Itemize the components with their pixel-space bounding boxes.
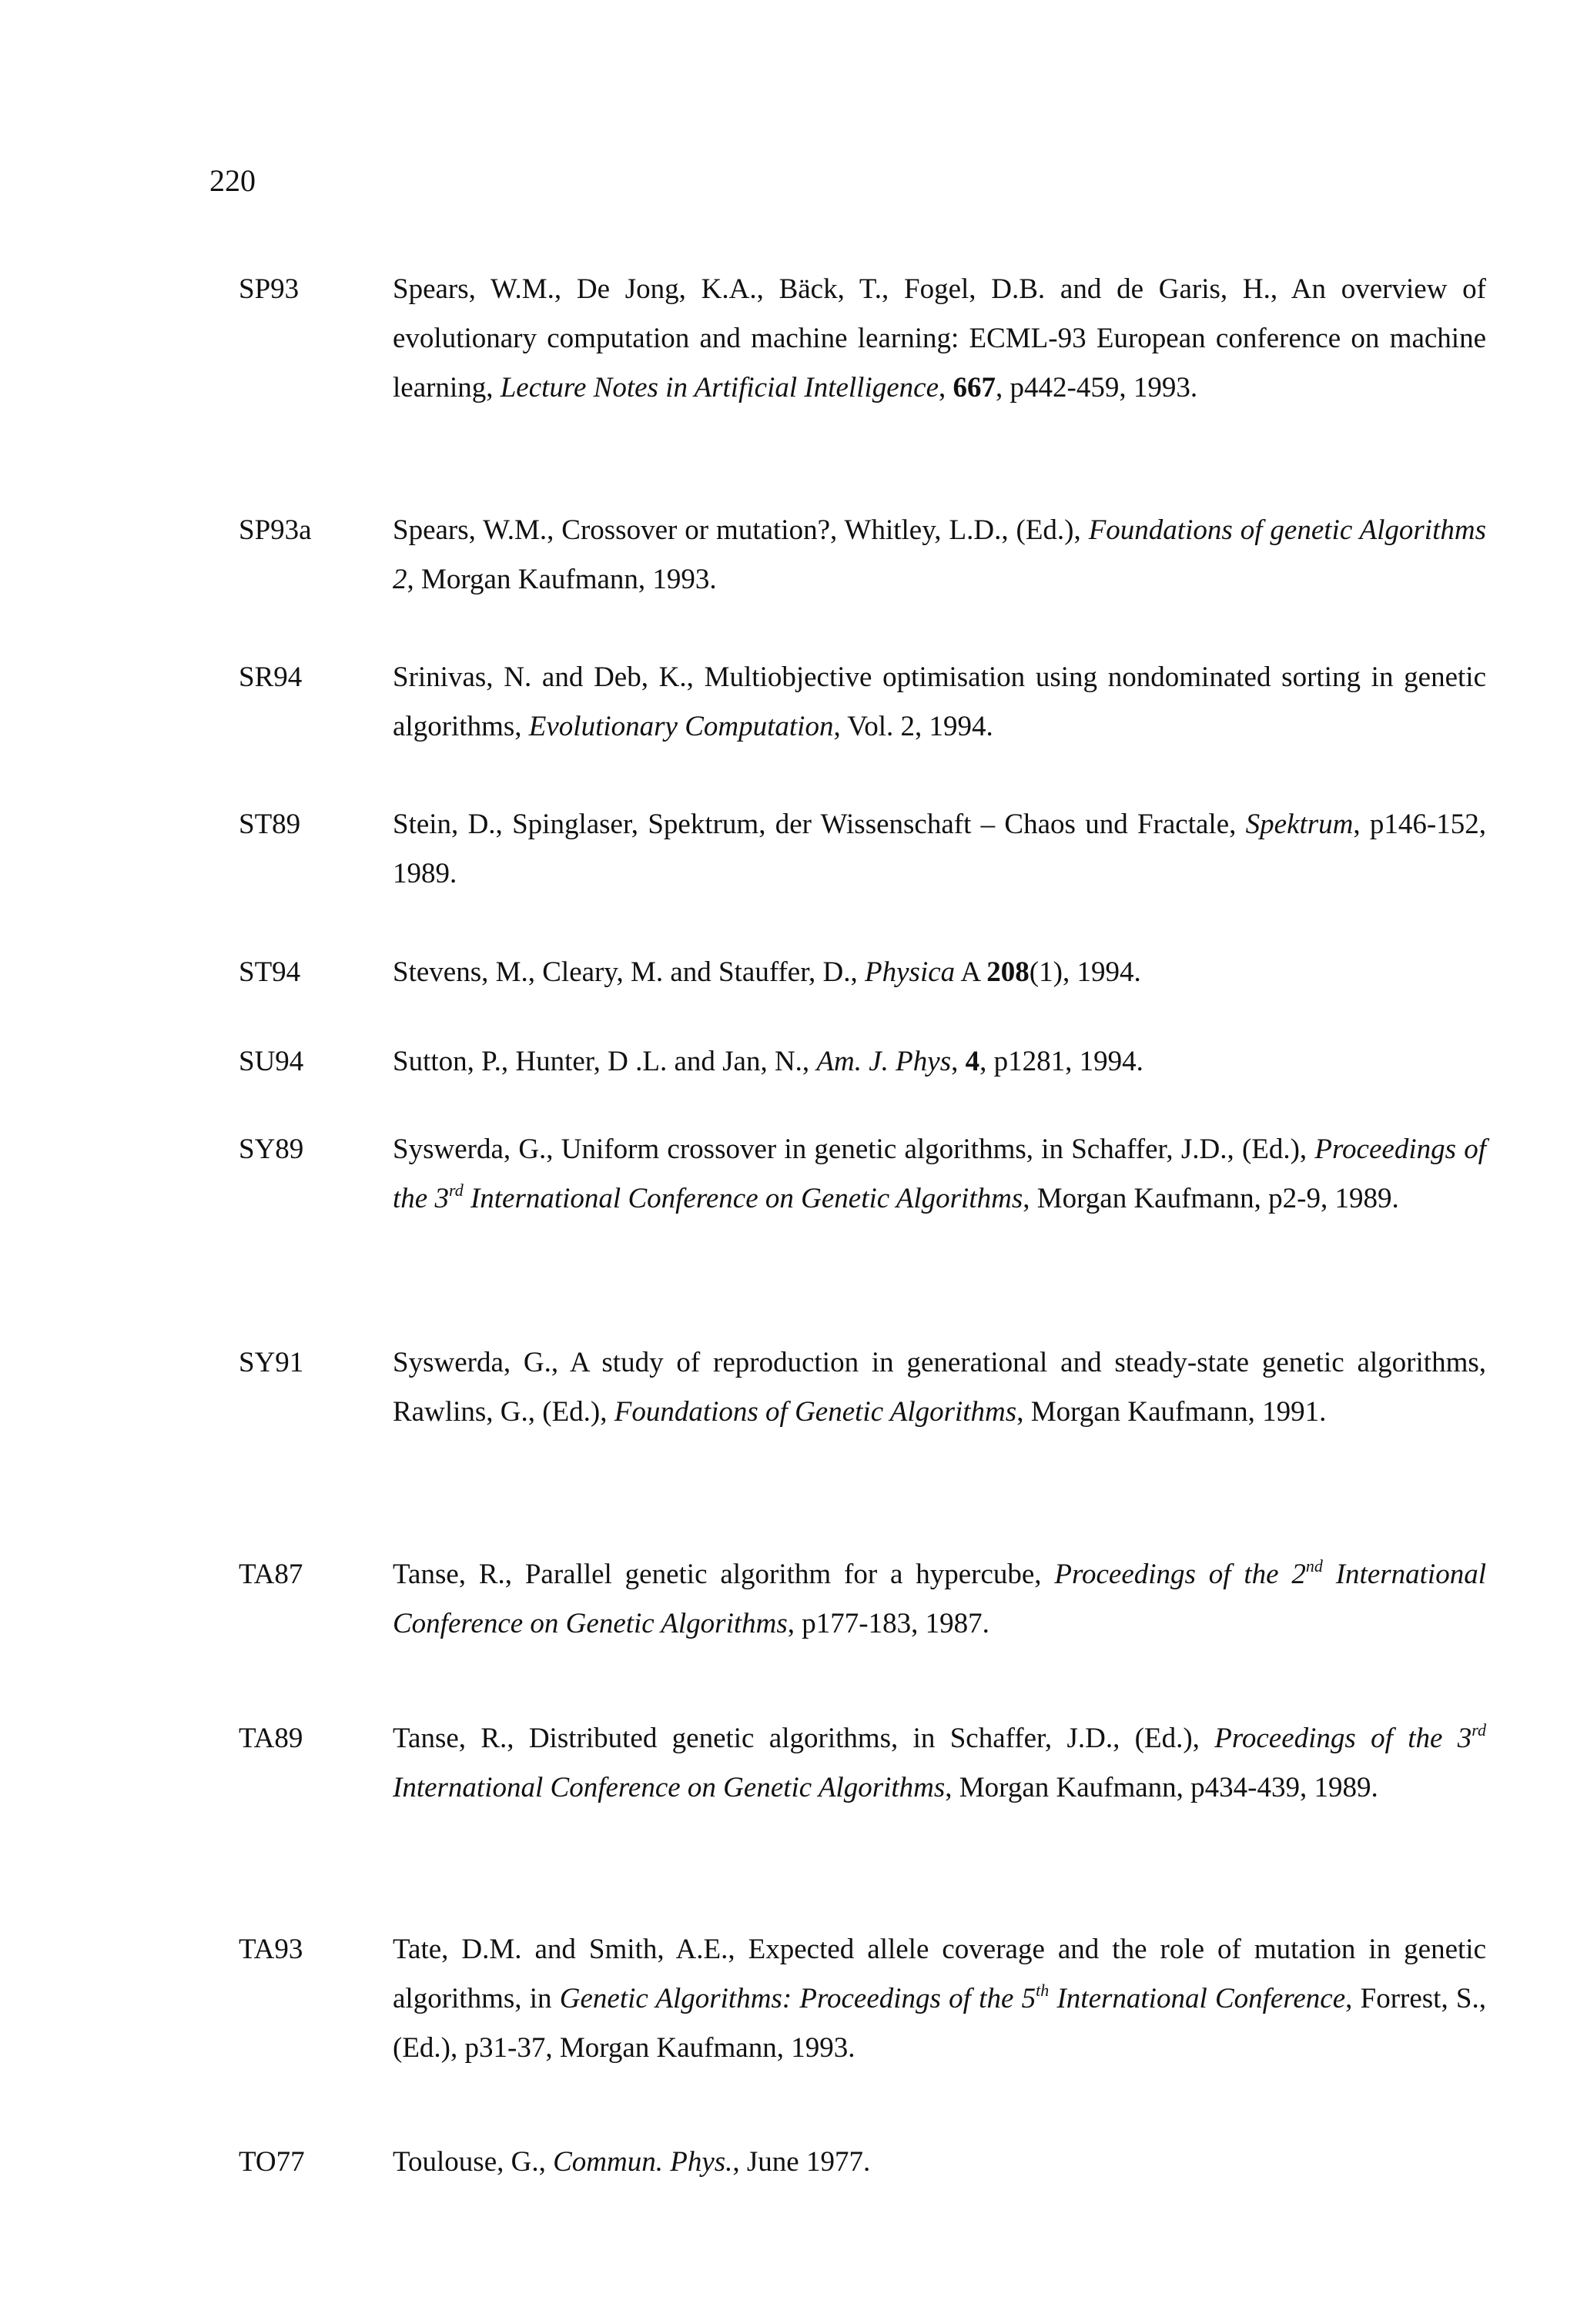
citation-text: , Morgan Kaufmann, p434-439, 1989. [945, 1772, 1378, 1803]
citation-text: , p1281, 1994. [979, 1046, 1143, 1077]
citation-title-italic: Proceedings of the 3 [393, 1134, 1486, 1214]
citation-text: , p442-459, 1993. [996, 372, 1198, 404]
citation-text: Sutton, P., Hunter, D .L. and Jan, N., [393, 1046, 817, 1077]
citation-title-italic: Lecture Notes in Artificial Intelligence [500, 372, 939, 404]
citation-text: Spears, W.M., De Jong, K.A., Bäck, T., Fogel, D.B. and de Garis, H., An overview of evolutionary computation and machine learning: ECML-93 European conference on machine learning, [393, 273, 1486, 404]
citation-title-italic: Commun. Phys. [553, 2146, 733, 2178]
citation-title-italic: Proceedings of the 3 [1214, 1723, 1472, 1754]
reference-key: SP93 [239, 273, 300, 305]
reference-key: TO77 [239, 2146, 305, 2178]
citation-title-italic: Foundations of Genetic Algorithms [614, 1396, 1017, 1428]
citation-text: , [951, 1046, 966, 1077]
citation-title-italic: Evolutionary Computation [528, 711, 834, 742]
citation-title-italic: Foundations of genetic Algorithms 2 [393, 514, 1486, 595]
reference-key: TA89 [239, 1723, 303, 1754]
citation-volume-bold: 667 [953, 372, 996, 404]
citation-text: Tanse, R., Distributed genetic algorithms, in Schaffer, J.D., (Ed.), [393, 1723, 1215, 1754]
reference-key: TA93 [239, 1934, 303, 1965]
citation-text: , Morgan Kaufmann, 1993. [407, 564, 717, 595]
citation-text: , Morgan Kaufmann, 1991. [1016, 1396, 1327, 1428]
citation-volume-bold: 208 [986, 956, 1030, 988]
reference-key: TA87 [239, 1559, 303, 1590]
reference-key: SP93a [239, 514, 312, 546]
reference-citation [393, 1550, 1486, 1649]
citation-text: Tanse, R., Parallel genetic algorithm for a hypercube, [393, 1559, 1055, 1590]
ordinal-suffix: nd [1305, 1556, 1323, 1576]
reference-key: SR94 [239, 661, 303, 693]
reference-key: SU94 [239, 1046, 304, 1077]
reference-citation [393, 506, 1486, 604]
reference-key: ST89 [239, 809, 301, 840]
citation-title-italic: International Conference [1049, 1983, 1346, 2014]
ordinal-suffix: rd [1472, 1720, 1486, 1740]
ordinal-suffix: th [1036, 1981, 1050, 2000]
citation-text: Stevens, M., Cleary, M. and Stauffer, D., [393, 956, 866, 988]
reference-citation [393, 1925, 1486, 2073]
citation-text: Stein, D., Spinglaser, Spektrum, der Wissenschaft – Chaos und Fractale, [393, 809, 1246, 840]
citation-text: , [939, 372, 953, 404]
reference-citation [393, 653, 1486, 752]
citation-text: , p177-183, 1987. [787, 1608, 989, 1639]
ordinal-suffix: rd [448, 1180, 464, 1200]
citation-text: , June 1977. [732, 2146, 871, 2178]
reference-citation [393, 948, 1486, 997]
reference-citation [393, 1714, 1486, 1813]
citation-text: , p146-152, 1989. [393, 809, 1487, 889]
reference-citation [393, 1125, 1486, 1224]
citation-title-italic: International Conference on Genetic Algorithms [393, 1559, 1486, 1639]
page-number: 220 [209, 163, 256, 198]
reference-citation [393, 800, 1486, 899]
citation-title-italic: International Conference on Genetic Algorithms [463, 1183, 1023, 1214]
reference-citation [393, 2138, 1486, 2187]
citation-title-italic: International Conference on Genetic Algorithms [393, 1772, 946, 1803]
reference-key: ST94 [239, 956, 301, 988]
citation-text: Toulouse, G., [393, 2146, 554, 2178]
citation-text: , Vol. 2, 1994. [833, 711, 993, 742]
citation-text: Tate, D.M. and Smith, A.E., Expected allele coverage and the role of mutation in genetic algorithms, in [393, 1934, 1486, 2014]
citation-text: Srinivas, N. and Deb, K., Multiobjective optimisation using nondominated sorting in genetic algorithms, [393, 661, 1486, 742]
citation-text: , Forrest, S., (Ed.), p31-37, Morgan Kaufmann, 1993. [393, 1983, 1486, 2064]
reference-citation [393, 265, 1486, 413]
citation-title-italic: Genetic Algorithms: Proceedings of the 5 [559, 1983, 1036, 2014]
citation-text: Syswerda, G., A study of reproduction in generational and steady-state genetic algorithms, Rawlins, G., (Ed.), [393, 1347, 1486, 1428]
citation-text: A [955, 956, 987, 988]
citation-text: (1), 1994. [1029, 956, 1141, 988]
citation-title-italic: Am. J. Phys [816, 1046, 952, 1077]
citation-text: Spears, W.M., Crossover or mutation?, Whitley, L.D., (Ed.), [393, 514, 1089, 546]
reference-citation [393, 1338, 1486, 1437]
reference-citation [393, 1037, 1486, 1087]
citation-title-italic: Physica [865, 956, 956, 988]
reference-key: SY89 [239, 1134, 304, 1165]
citation-text: , Morgan Kaufmann, p2-9, 1989. [1023, 1183, 1399, 1214]
citation-title-italic: Spektrum [1245, 809, 1354, 840]
reference-key: SY91 [239, 1347, 304, 1378]
citation-volume-bold: 4 [965, 1046, 980, 1077]
citation-text: Syswerda, G., Uniform crossover in genetic algorithms, in Schaffer, J.D., (Ed.), [393, 1134, 1315, 1165]
citation-title-italic: Proceedings of the 2 [1054, 1559, 1306, 1590]
